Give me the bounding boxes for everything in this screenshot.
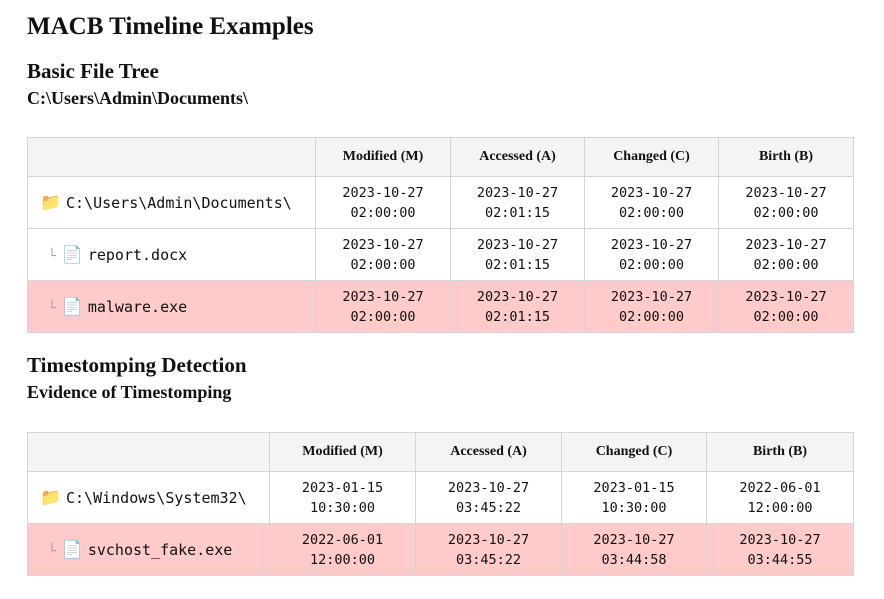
table-header-row (28, 433, 854, 472)
tree-branch-icon: └ (48, 248, 56, 264)
timestamp-time: 02:00:00 (618, 308, 685, 325)
table-row (28, 524, 854, 576)
file-name: report.docx (87, 245, 188, 264)
timestamp-date: 2023-10-27 (745, 236, 827, 253)
timestamp-date: 2023-01-15 (301, 479, 384, 496)
file-name-cell (28, 524, 270, 576)
timestamp-time: 02:00:00 (618, 204, 685, 221)
timestamp-cell-m (316, 177, 451, 229)
timestamp-time: 02:00:00 (350, 204, 416, 221)
timestamp-cell-b (707, 524, 854, 576)
timestamp-date: 2023-10-27 (342, 184, 424, 201)
tree-branch-icon: └ (48, 300, 56, 316)
file-name: C:\Users\Admin\Documents\ (66, 193, 292, 212)
timestamp-time: 02:00:00 (753, 256, 819, 273)
section-subheading-file-tree: C:\Users\Admin\Documents\ (27, 88, 248, 108)
timestamp-cell-b (707, 472, 854, 524)
table-row (28, 177, 854, 229)
timestamp-cell-m (270, 524, 416, 576)
timestamp-time: 10:30:00 (309, 499, 376, 516)
column-header-birth: Birth (B) (707, 433, 854, 472)
page-title: MACB Timeline Examples (27, 13, 314, 40)
timestamp-date: 2023-10-27 (476, 288, 559, 305)
file-icon: 📄 (61, 539, 83, 560)
tree-branch-icon: └ (48, 543, 56, 559)
column-header-accessed: Accessed (A) (451, 138, 585, 177)
timeline-table-timestomping (27, 432, 854, 576)
timestamp-date: 2023-10-27 (342, 288, 424, 305)
table-body (28, 472, 854, 576)
timeline-table-file-tree (27, 137, 854, 333)
timestamp-cell-c (562, 524, 707, 576)
timestamp-date: 2023-10-27 (593, 531, 675, 548)
timestamp-cell-a (451, 177, 585, 229)
timestamp-time: 02:00:00 (753, 308, 819, 325)
timestamp-cell-b (719, 177, 854, 229)
timestamp-date: 2023-10-27 (745, 288, 827, 305)
timestamp-time: 10:30:00 (601, 499, 667, 516)
timestamp-time: 02:01:15 (484, 308, 551, 325)
column-header-modified: Modified (M) (270, 433, 416, 472)
timestamp-date: 2023-10-27 (745, 184, 827, 201)
file-icon: 📄 (61, 244, 83, 265)
timestamp-date: 2023-10-27 (476, 184, 559, 201)
timestamp-time: 12:00:00 (747, 499, 813, 516)
timestamp-cell-a (451, 229, 585, 281)
column-header-name (28, 138, 316, 177)
timestamp-time: 03:44:55 (747, 551, 813, 568)
file-icon: 📄 (61, 296, 83, 317)
timestamp-date: 2023-10-27 (447, 479, 530, 496)
timestamp-date: 2023-10-27 (610, 184, 693, 201)
timestamp-time: 02:00:00 (753, 204, 819, 221)
section-subheading-timestomping: Evidence of Timestomping (27, 382, 232, 402)
timestamp-time: 02:01:15 (484, 204, 551, 221)
timestamp-cell-c (585, 229, 719, 281)
timestamp-cell-c (585, 281, 719, 333)
timestamp-cell-c (585, 177, 719, 229)
column-header-accessed: Accessed (A) (416, 433, 562, 472)
timestamp-cell-m (270, 472, 416, 524)
timestamp-time: 02:01:15 (484, 256, 551, 273)
table-row (28, 281, 854, 333)
timestamp-time: 03:45:22 (455, 499, 522, 516)
timestamp-cell-c (562, 472, 707, 524)
file-name-cell (28, 229, 316, 281)
file-name-cell (28, 472, 270, 524)
timestamp-cell-m (316, 281, 451, 333)
column-header-modified: Modified (M) (316, 138, 451, 177)
file-name: malware.exe (87, 297, 188, 316)
column-header-name (28, 433, 270, 472)
timestamp-date: 2023-01-15 (593, 479, 675, 496)
timestamp-date: 2022-06-01 (739, 479, 821, 496)
timestamp-cell-m (316, 229, 451, 281)
timestamp-date: 2023-10-27 (447, 531, 530, 548)
timestamp-cell-b (719, 229, 854, 281)
timestamp-time: 02:00:00 (618, 256, 685, 273)
file-name: svchost_fake.exe (87, 540, 233, 559)
timestamp-cell-a (416, 524, 562, 576)
timestamp-time: 03:44:58 (601, 551, 667, 568)
table-row (28, 472, 854, 524)
timestamp-date: 2023-10-27 (476, 236, 559, 253)
timestamp-time: 03:45:22 (455, 551, 522, 568)
timestamp-time: 02:00:00 (350, 256, 416, 273)
folder-icon: 📁 (40, 487, 62, 508)
section-heading-file-tree: Basic File Tree (27, 59, 159, 83)
column-header-birth: Birth (B) (719, 138, 854, 177)
table-row (28, 229, 854, 281)
table-body (28, 177, 854, 333)
timestamp-time: 02:00:00 (350, 308, 416, 325)
timestamp-date: 2023-10-27 (610, 288, 693, 305)
file-name: C:\Windows\System32\ (66, 488, 247, 507)
folder-icon: 📁 (40, 192, 62, 213)
timestamp-cell-b (719, 281, 854, 333)
file-name-cell (28, 281, 316, 333)
timestamp-cell-a (451, 281, 585, 333)
timestamp-date: 2022-06-01 (301, 531, 384, 548)
column-header-changed: Changed (C) (562, 433, 707, 472)
section-heading-timestomping: Timestomping Detection (27, 353, 247, 377)
file-name-cell (28, 177, 316, 229)
table-header-row (28, 138, 854, 177)
timestamp-date: 2023-10-27 (739, 531, 821, 548)
timestamp-time: 12:00:00 (309, 551, 376, 568)
column-header-changed: Changed (C) (585, 138, 719, 177)
timestamp-date: 2023-10-27 (342, 236, 424, 253)
timestamp-date: 2023-10-27 (610, 236, 693, 253)
timestamp-cell-a (416, 472, 562, 524)
